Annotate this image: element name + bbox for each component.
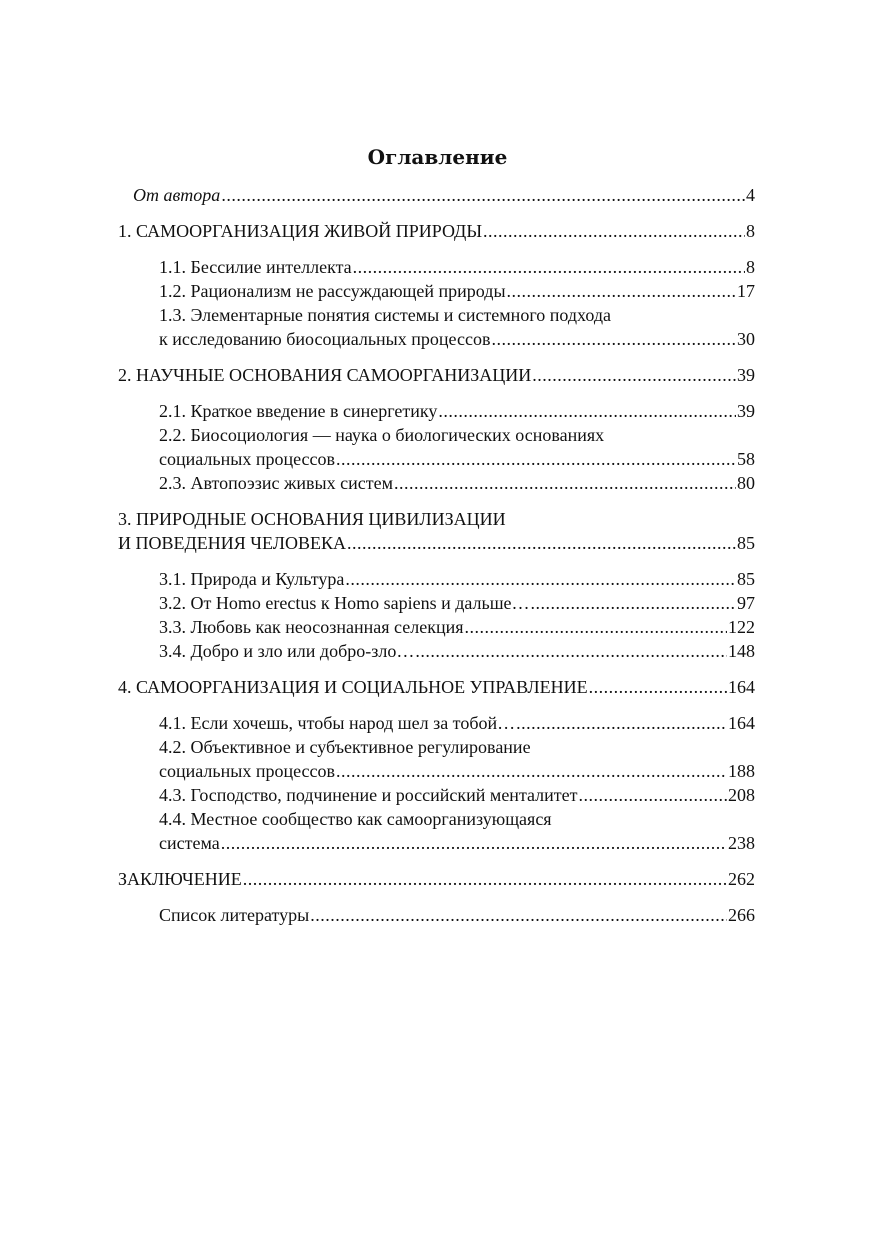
toc-title: Оглавление (367, 145, 508, 169)
toc-entry-text: 2. НАУЧНЫЕ ОСНОВАНИЯ САМООРГАНИЗАЦИИ (118, 365, 532, 385)
toc-entry-text: 3.3. Любовь как неосознанная селекция (159, 617, 464, 637)
toc-entry-text: 1.1. Бессилие интеллекта (159, 257, 352, 277)
toc-section-2-3[interactable] (118, 471, 755, 495)
toc-entry-page: 238 (728, 833, 755, 853)
toc-entry-text: 3.1. Природа и Культура (159, 569, 345, 589)
toc-section-4-3[interactable] (118, 783, 755, 807)
leader-dots (336, 447, 736, 471)
toc-section-3-4[interactable] (118, 639, 755, 663)
toc-entry-page: 8 (746, 257, 755, 277)
toc-chapter-2[interactable] (118, 363, 755, 387)
leader-dots (394, 471, 736, 495)
leader-dots (507, 279, 736, 303)
toc-entry-text: 1. САМООРГАНИЗАЦИЯ ЖИВОЙ ПРИРОДЫ (118, 221, 483, 241)
toc-entry-page: 266 (728, 905, 755, 925)
leader-dots (438, 399, 736, 423)
toc-entry-page: 39 (737, 401, 755, 421)
toc-section-3-2[interactable] (118, 591, 755, 615)
toc-section-3-3[interactable] (118, 615, 755, 639)
toc-section-1-3-line1[interactable]: 1.3. Элементарные понятия системы и системного подхода (159, 305, 611, 325)
toc-entry-text: к исследованию биосоциальных процессов (159, 329, 491, 349)
leader-dots (336, 759, 727, 783)
toc-section-4-1[interactable] (118, 711, 755, 735)
toc-entry-page: 30 (737, 329, 755, 349)
toc-section-2-1[interactable] (118, 399, 755, 423)
leader-dots (347, 531, 736, 555)
toc-entry-text: 2.1. Краткое введение в синергетику (159, 401, 438, 421)
toc-entry-text: 3.2. От Homo erectus к Homo sapiens и дальше… (159, 593, 530, 613)
leader-dots (310, 903, 727, 927)
table-of-contents (118, 183, 755, 927)
toc-entry-page: 85 (737, 569, 755, 589)
toc-section-1-2[interactable] (118, 279, 755, 303)
toc-entry-text: 1.2. Рационализм не рассуждающей природы (159, 281, 506, 301)
leader-dots (532, 363, 736, 387)
toc-entry-text: Список литературы (159, 905, 310, 925)
toc-entry-page: 262 (728, 869, 755, 889)
toc-chapter-3[interactable] (118, 531, 755, 555)
toc-section-3-1[interactable] (118, 567, 755, 591)
toc-entry-text: социальных процессов (159, 761, 336, 781)
toc-section-4-2[interactable] (118, 759, 755, 783)
toc-entry-from-author[interactable] (118, 183, 755, 207)
toc-entry-page: 188 (728, 761, 755, 781)
toc-chapter-1[interactable] (118, 219, 755, 243)
toc-section-4-2-line1[interactable]: 4.2. Объективное и субъективное регулирование (159, 737, 531, 757)
toc-chapter-4[interactable] (118, 675, 755, 699)
toc-entry-page: 208 (728, 785, 755, 805)
toc-entry-page: 97 (737, 593, 755, 613)
toc-entry-page: 17 (737, 281, 755, 301)
leader-dots (353, 255, 745, 279)
toc-conclusion[interactable] (118, 867, 755, 891)
leader-dots (345, 567, 736, 591)
toc-entry-text: 4.3. Господство, подчинение и российский менталитет (159, 785, 578, 805)
toc-entry-text: 2.3. Автопоэзис живых систем (159, 473, 394, 493)
toc-entry-page: 58 (737, 449, 755, 469)
leader-dots (221, 183, 745, 207)
toc-entry-text: И ПОВЕДЕНИЯ ЧЕЛОВЕКА (118, 533, 346, 553)
leader-dots (589, 675, 727, 699)
leader-dots (531, 591, 736, 615)
toc-entry-text: система (159, 833, 220, 853)
toc-entry-page: 39 (737, 365, 755, 385)
toc-entry-text: 4. САМООРГАНИЗАЦИЯ И СОЦИАЛЬНОЕ УПРАВЛЕНИЕ (118, 677, 588, 697)
toc-section-4-4-line1[interactable]: 4.4. Местное сообщество как самоорганизующаяся (159, 809, 552, 829)
leader-dots (465, 615, 727, 639)
toc-entry-text: 4.1. Если хочешь, чтобы народ шел за тобой… (159, 713, 516, 733)
toc-entry-page: 148 (728, 641, 755, 661)
toc-section-2-2-line1[interactable]: 2.2. Биосоциология — наука о биологических основаниях (159, 425, 605, 445)
toc-entry-page: 85 (737, 533, 755, 553)
toc-entry-text: От автора (133, 185, 221, 205)
leader-dots (221, 831, 727, 855)
toc-entry-text: социальных процессов (159, 449, 336, 469)
leader-dots (579, 783, 727, 807)
toc-entry-page: 4 (746, 185, 755, 205)
toc-section-4-4[interactable] (118, 831, 755, 855)
leader-dots (491, 327, 736, 351)
toc-entry-page: 122 (728, 617, 755, 637)
toc-section-1-1[interactable] (118, 255, 755, 279)
toc-section-1-3[interactable] (118, 327, 755, 351)
toc-entry-page: 8 (746, 221, 755, 241)
toc-entry-page: 80 (737, 473, 755, 493)
toc-entry-text: 3.4. Добро и зло или добро-зло… (159, 641, 415, 661)
toc-entry-page: 164 (728, 677, 755, 697)
leader-dots (415, 639, 727, 663)
toc-chapter-3-line1[interactable]: 3. ПРИРОДНЫЕ ОСНОВАНИЯ ЦИВИЛИЗАЦИИ (118, 509, 506, 529)
leader-dots (483, 219, 745, 243)
toc-entry-text: ЗАКЛЮЧЕНИЕ (118, 869, 242, 889)
leader-dots (516, 711, 727, 735)
toc-bibliography[interactable] (118, 903, 755, 927)
leader-dots (243, 867, 727, 891)
toc-entry-page: 164 (728, 713, 755, 733)
toc-section-2-2[interactable] (118, 447, 755, 471)
